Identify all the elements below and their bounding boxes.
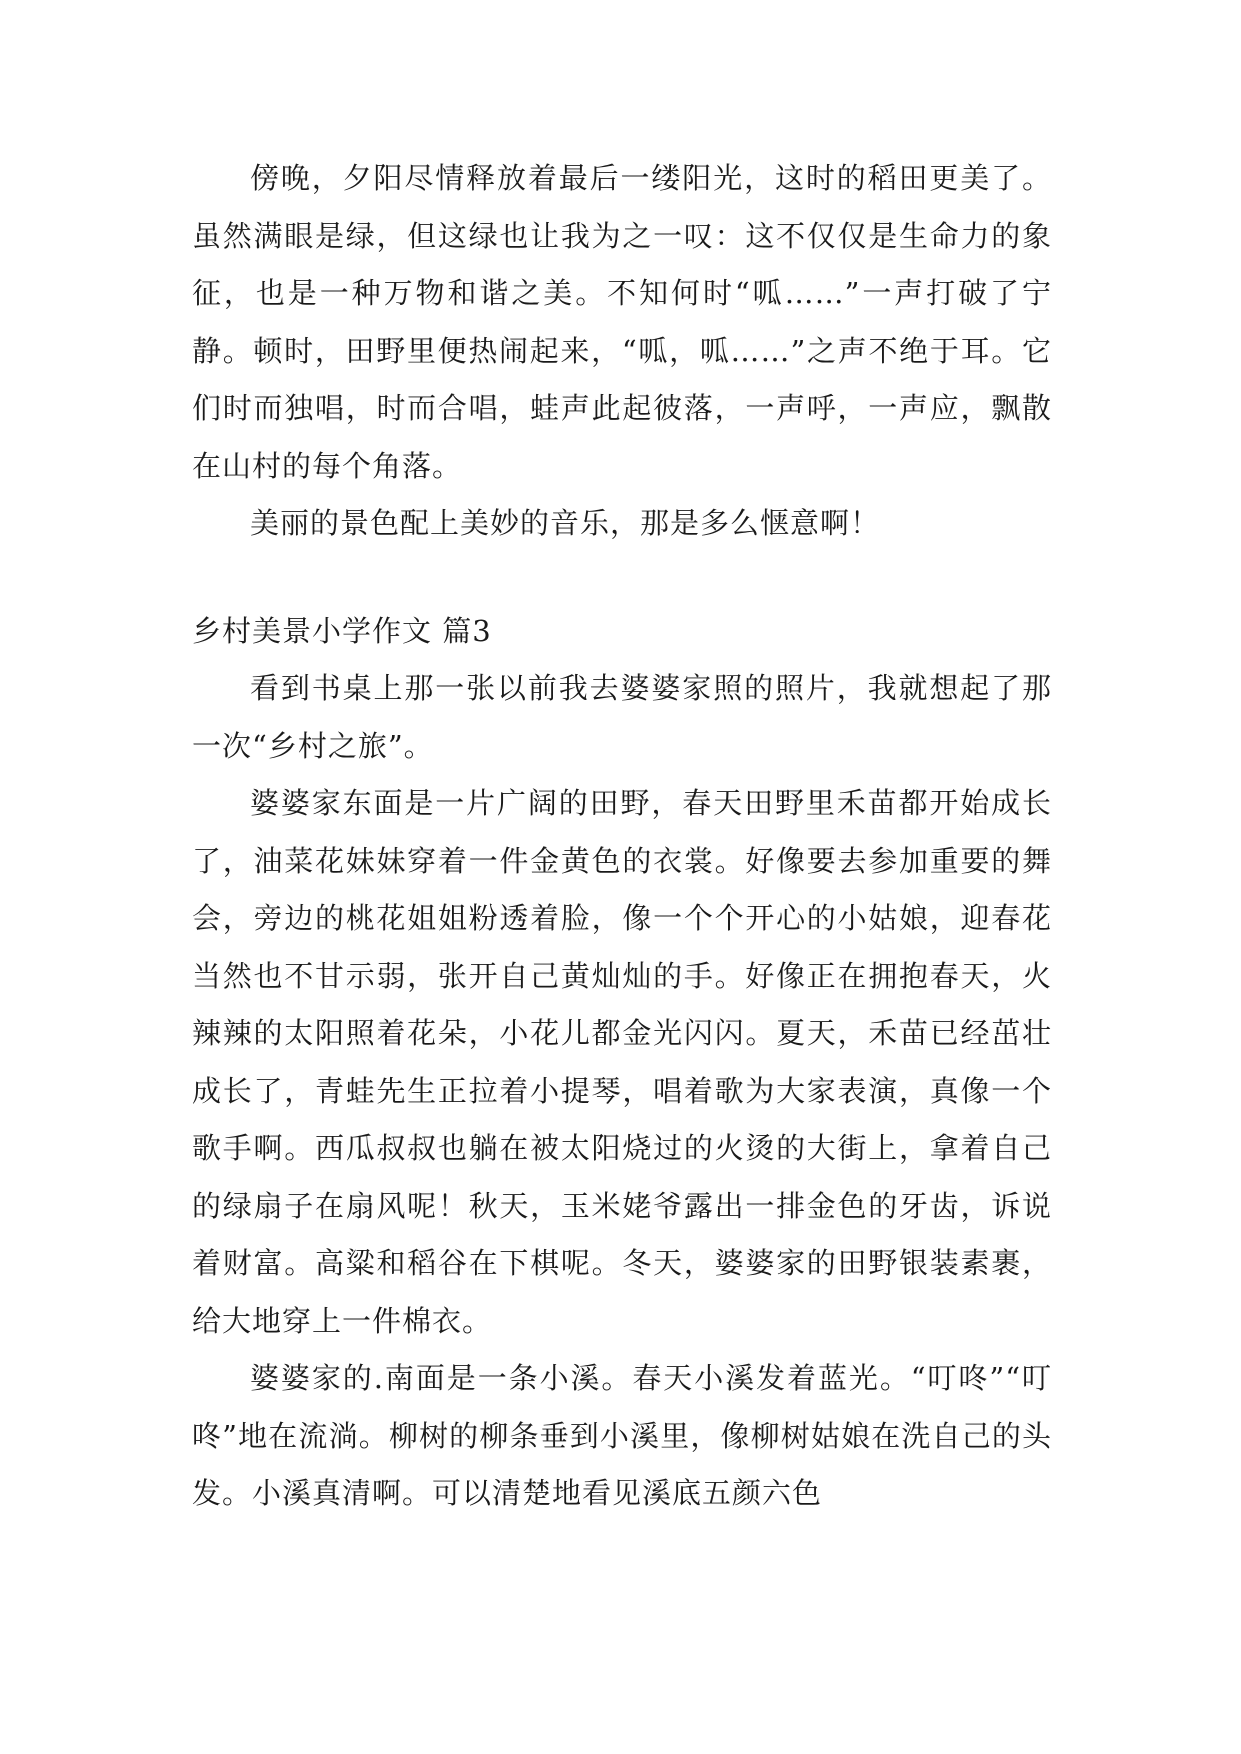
- paragraph-evening-fields: 傍晚，夕阳尽情释放着最后一缕阳光，这时的稻田更美了。虽然满眼是绿，但这绿也让我为之一叹：这不仅仅是生命力的象征，也是一种万物和谐之美。不知何时“呱……”一声打破了宁静。顿时，田野里便热闹起来，“呱，呱……”之声不绝于耳。它们时而独唱，时而合唱，蛙声此起彼落，一声呼，一声应，飘散在山村的每个角落。: [192, 161, 1052, 483]
- section-heading: 乡村美景小学作文 篇3: [192, 613, 492, 648]
- paragraph-south-stream: 婆婆家的.南面是一条小溪。春天小溪发着蓝光。“叮咚”“叮咚”地在流淌。柳树的柳条垂到小溪里，像柳树姑娘在洗自己的头发。小溪真清啊。可以清楚地看见溪底五颜六色: [192, 1361, 1052, 1510]
- paragraph-east-fields: 婆婆家东面是一片广阔的田野，春天田野里禾苗都开始成长了，油菜花妹妹穿着一件金黄色的衣裳。好像要去参加重要的舞会，旁边的桃花姐姐粉透着脸，像一个个开心的小姑娘，迎春花当然也不甘示弱，张开自己黄灿灿的手。好像正在拥抱春天，火辣辣的太阳照着花朵，小花儿都金光闪闪。夏天，禾苗已经茁壮成长了，青蛙先生正拉着小提琴，唱着歌为大家表演，真像一个歌手啊。西瓜叔叔也躺在被太阳烧过的火烫的大街上，拿着自己的绿扇子在扇风呢！秋天，玉米姥爷露出一排金色的牙齿，诉说着财富。高粱和稻谷在下棋呢。冬天，婆婆家的田野银装素裹，给大地穿上一件棉衣。: [192, 786, 1052, 1338]
- document-page: [192, 150, 1052, 1523]
- paragraph-photo-memory: 看到书桌上那一张以前我去婆婆家照的照片，我就想起了那一次“乡村之旅”。: [192, 671, 1052, 763]
- paragraph-beautiful-scenery: 美丽的景色配上美妙的音乐，那是多么惬意啊！: [250, 506, 881, 540]
